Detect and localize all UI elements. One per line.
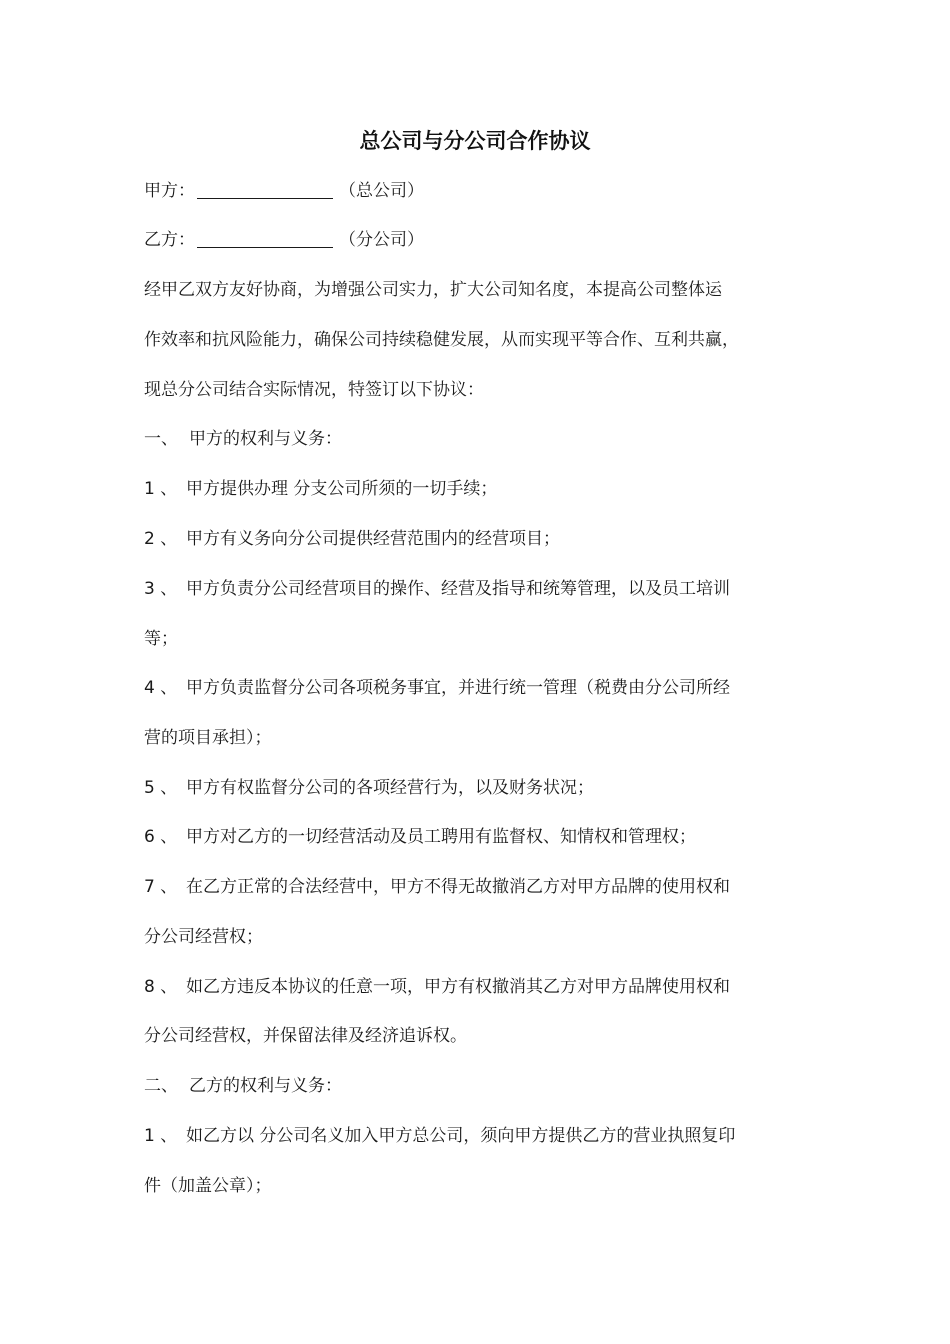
item-text: 甲方有义务向分公司提供经营范围内的经营项目；	[186, 529, 560, 549]
section-number: 二、	[144, 1076, 178, 1096]
list-item	[144, 574, 824, 604]
item-continuation: 分公司经营权；	[144, 927, 263, 947]
preamble-line: 作效率和抗风险能力，确保公司持续稳健发展，从而实现平等合作、互利共赢，	[144, 330, 739, 350]
list-item	[144, 972, 824, 1002]
item-number: 3 、	[144, 579, 178, 599]
section-title: 甲方的权利与义务：	[189, 429, 342, 449]
party-b-blank	[197, 227, 333, 248]
item-text: 甲方有权监督分公司的各项经营行为，以及财务状况；	[186, 778, 594, 798]
item-number: 4 、	[144, 678, 178, 698]
section-title: 乙方的权利与义务：	[189, 1076, 342, 1096]
item-text: 甲方对乙方的一切经营活动及员工聘用有监督权、知情权和管理权；	[186, 827, 696, 847]
item-continuation: 分公司经营权，并保留法律及经济追诉权。	[144, 1026, 467, 1046]
list-item	[144, 474, 824, 504]
item-number: 1 、	[144, 479, 178, 499]
item-text: 如乙方以 分公司名义加入甲方总公司，须向甲方提供乙方的营业执照复印	[186, 1126, 736, 1146]
document-title: 总公司与分公司合作协议	[359, 129, 591, 153]
list-item	[144, 673, 824, 703]
preamble-line: 经甲乙双方友好协商，为增强公司实力，扩大公司知名度，本提高公司整体运	[144, 280, 722, 300]
party-b-label: 乙方：	[144, 230, 195, 250]
list-item	[144, 524, 824, 554]
party-a-blank	[197, 178, 333, 199]
item-text: 甲方提供办理 分支公司所须的一切手续；	[186, 479, 498, 499]
item-number: 5 、	[144, 778, 178, 798]
party-a-label: 甲方：	[144, 181, 195, 201]
list-item	[144, 822, 824, 852]
section-heading	[144, 424, 824, 454]
item-number: 2 、	[144, 529, 178, 549]
item-continuation: 等；	[144, 629, 178, 649]
list-item	[144, 872, 824, 902]
item-number: 6 、	[144, 827, 178, 847]
party-a-line	[144, 176, 824, 206]
item-text: 甲方负责监督分公司各项税务事宜，并进行统一管理（税费由分公司所经	[186, 678, 730, 698]
party-b-line	[144, 225, 824, 255]
section-number: 一、	[144, 429, 178, 449]
item-text: 甲方负责分公司经营项目的操作、经营及指导和统筹管理，以及员工培训	[186, 579, 730, 599]
list-item	[144, 773, 824, 803]
preamble-line: 现总分公司结合实际情况，特签订以下协议：	[144, 380, 484, 400]
party-b-suffix: （分公司）	[339, 230, 424, 250]
item-number: 7 、	[144, 877, 178, 897]
item-continuation: 营的项目承担）；	[144, 728, 272, 748]
party-a-suffix: （总公司）	[339, 181, 424, 201]
list-item	[144, 1121, 824, 1151]
item-text: 在乙方正常的合法经营中，甲方不得无故撤消乙方对甲方品牌的使用权和	[186, 877, 730, 897]
item-number: 1 、	[144, 1126, 178, 1146]
section-heading	[144, 1071, 824, 1101]
item-text: 如乙方违反本协议的任意一项，甲方有权撤消其乙方对甲方品牌使用权和	[186, 977, 730, 997]
item-continuation: 件（加盖公章）；	[144, 1176, 272, 1196]
item-number: 8 、	[144, 977, 178, 997]
